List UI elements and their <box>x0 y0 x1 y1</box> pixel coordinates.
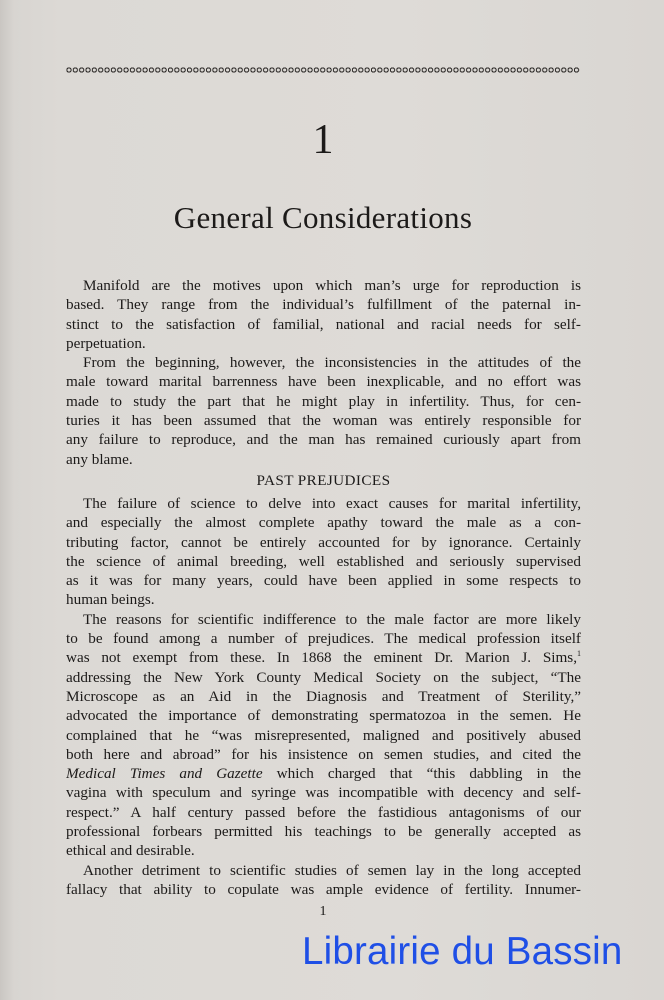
line-text: Microscope as an Aid in the Diagnosis and Treatment of Sterility,” <box>66 687 581 705</box>
line-text: was not exempt from these. In 1868 the eminent Dr. Marion J. Sims, <box>66 649 577 667</box>
line-text: and especially the almost complete apathy toward the male as a con- <box>66 514 581 532</box>
text-line <box>66 629 581 648</box>
page-number: 1 <box>319 904 327 919</box>
text-line <box>66 764 581 783</box>
line-text: to be found among a number of prejudices. The medical profession itself <box>66 630 581 648</box>
text-line <box>66 783 581 802</box>
text-line <box>66 590 581 609</box>
text-line <box>66 513 581 532</box>
text-line <box>66 494 581 513</box>
line-text: any failure to reproduce, and the man has remained curiously apart from <box>66 431 581 449</box>
text-line <box>66 392 581 411</box>
line-text: The failure of science to delve into exact causes for marital infertility, <box>83 494 581 512</box>
text-line <box>66 861 581 880</box>
line-text: both here and abroad” for his insistence on semen studies, and cited the <box>66 745 581 763</box>
line-text: Manifold are the motives upon which man’s urge for reproduction is <box>83 277 581 294</box>
text-line <box>66 822 581 841</box>
line-text: Another detriment to scientific studies of semen lay in the long accepted <box>83 861 581 879</box>
text-line <box>66 726 581 745</box>
text-line <box>66 315 581 334</box>
text-line <box>66 610 581 629</box>
text-line <box>66 295 581 314</box>
text-line <box>66 430 581 449</box>
line-text: stinct to the satisfaction of familial, national and racial needs for self- <box>66 315 581 333</box>
chapter-number: 1 <box>312 117 334 163</box>
text-line <box>66 706 581 725</box>
line-text: professional forbears permitted his teachings to be generally accepted as <box>66 823 581 841</box>
line-text: tributing factor, cannot be entirely accounted for by ignorance. Certainly <box>66 533 581 551</box>
watermark: Librairie du Bassin <box>302 930 623 973</box>
line-text: perpetuation. <box>66 334 146 352</box>
text-line <box>66 841 581 860</box>
text-line <box>66 353 581 372</box>
text-line <box>66 450 581 469</box>
line-text: From the beginning, however, the inconsistencies in the attitudes of the <box>83 354 581 372</box>
line-text: as it was for many years, could have been applied in some respects to <box>66 572 581 590</box>
text-line <box>66 803 581 822</box>
line-text: ethical and desirable. <box>66 842 195 860</box>
line-text: which charged that “this dabbling in the <box>262 765 581 783</box>
line-text: addressing the New York County Medical Society on the subject, “The <box>66 668 581 686</box>
footnote-marker: 1 <box>577 649 581 659</box>
line-text: fallacy that ability to copulate was ample evidence of fertility. Innumer- <box>66 880 581 898</box>
line-text: vagina with speculum and syringe was incompatible with decency and self- <box>66 784 581 802</box>
line-text: the science of animal breeding, well established and seriously supervised <box>66 552 581 570</box>
text-line <box>66 745 581 764</box>
line-text: based. They range from the individual’s fulfillment of the paternal in- <box>66 296 581 314</box>
text-line <box>66 668 581 687</box>
text-line <box>66 276 581 295</box>
italic-title: Medical Times and Gazette <box>66 765 263 783</box>
line-text: human beings. <box>66 591 155 609</box>
text-line <box>66 372 581 391</box>
text-line <box>66 571 581 590</box>
line-text: made to study the part that he might play in infertility. Thus, for cen- <box>66 392 581 410</box>
text-line <box>66 687 581 706</box>
text-line <box>66 334 581 353</box>
text-line <box>66 880 581 899</box>
line-text: complained that he “was misrepresented, maligned and positively abused <box>66 726 581 744</box>
text-line <box>66 648 581 667</box>
line-text: The reasons for scientific indifference to the male factor are more likely <box>83 610 581 628</box>
line-text: any blame. <box>66 450 133 468</box>
chapter-title: General Considerations <box>173 200 473 235</box>
decorative-ornament-rule <box>66 66 580 74</box>
text-line <box>66 552 581 571</box>
text-line <box>66 411 581 430</box>
text-line <box>66 533 581 552</box>
section-heading: PAST PREJUDICES <box>256 471 391 489</box>
line-text: male toward marital barrenness have been inexplicable, and no effort was <box>66 373 581 391</box>
body-text <box>66 276 581 899</box>
line-text: advocated the importance of demonstrating spermatozoa in the semen. He <box>66 707 581 725</box>
line-text: respect.” A half century passed before the fastidious antagonisms of our <box>66 803 581 821</box>
line-text: turies it has been assumed that the woman was entirely responsible for <box>66 412 581 430</box>
